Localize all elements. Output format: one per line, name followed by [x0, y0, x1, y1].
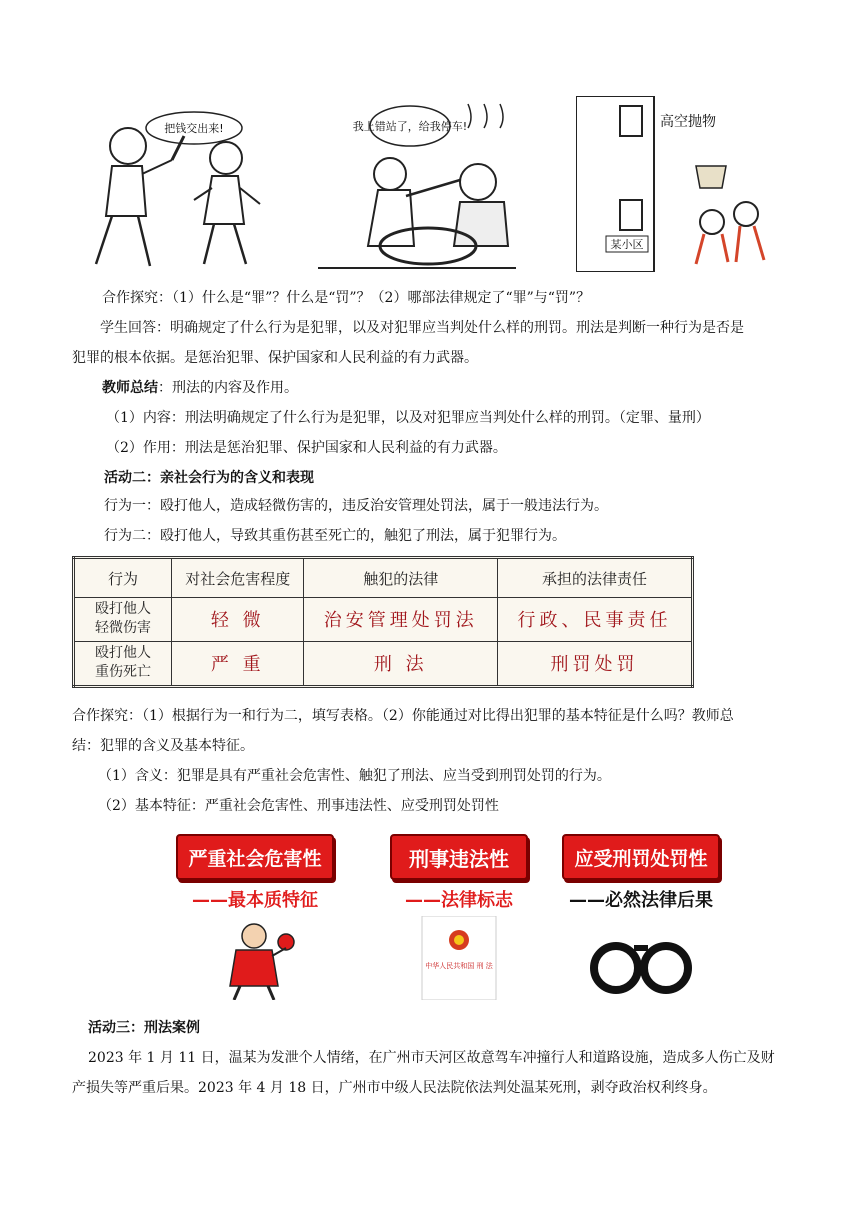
cartoon-robbery [76, 96, 262, 272]
law-book-icon [416, 916, 502, 1000]
cartoon-bus-driver [318, 96, 516, 272]
card-subtitle: ——最本质特征 [192, 890, 318, 911]
speech-text: 把钱交出来! [164, 122, 224, 135]
criminal-law-content: （1）内容：刑法明确规定了什么行为是犯罪，以及对犯罪应当判处什么样的刑罚。（定罪、量刑） [106, 410, 710, 426]
building-label: 某小区 [610, 238, 644, 251]
explore-question-1: 合作探究：（1）什么是“罪”？什么是“罚”？（2）哪部法律规定了“罪”与“罚”？ [102, 290, 591, 306]
activity-three-heading: 活动三：刑法案例 [88, 1020, 200, 1036]
table-row [74, 641, 693, 686]
activity-two-heading: 活动二：亲社会行为的含义和表现 [104, 470, 314, 486]
case-line1: 2023 年 1 月 11 日，温某为发泄个人情绪，在广州市天河区故意驾车冲撞行人和道路设施，造成多人伤亡及财 [88, 1050, 775, 1066]
villain-figure-icon [200, 916, 310, 1000]
behavior-one: 行为一：殴打他人，造成轻微伤害的，违反治安管理处罚法，属于一般违法行为。 [104, 498, 608, 514]
student-answer-line2: 犯罪的根本依据。是惩治犯罪、保护国家和人民利益的有力武器。 [72, 350, 478, 366]
card-tag: 应受刑罚处罚性 [562, 834, 720, 880]
row-degree: 严 重 [172, 641, 304, 686]
row-behavior [74, 598, 172, 642]
cartoon-falling-object [576, 96, 768, 272]
card-tag: 严重社会危害性 [176, 834, 334, 880]
explore-question-2-line2: 结：犯罪的含义及基本特征。 [72, 738, 254, 754]
crime-meaning: （1）含义：犯罪是具有严重社会危害性、触犯了刑法、应当受到刑罚处罚的行为。 [98, 768, 611, 784]
row-behavior-line2: 重伤死亡 [95, 664, 151, 681]
teacher-summary-text: ：刑法的内容及作用。 [158, 380, 298, 396]
row-behavior-line1: 殴打他人 [95, 645, 151, 662]
behavior-two: 行为二：殴打他人，导致其重伤甚至死亡的，触犯了刑法，属于犯罪行为。 [104, 528, 566, 544]
case-line2: 产损失等严重后果。2023 年 4 月 18 日，广州市中级人民法院依法判处温某死刑，剥夺政治权利终身。 [72, 1080, 717, 1096]
feature-card-punishment [556, 830, 726, 1000]
table-header: 触犯的法律 [304, 558, 498, 598]
teacher-summary-label: 教师总结 [102, 380, 158, 396]
table-row [74, 598, 693, 642]
handcuffs-icon [586, 916, 696, 1000]
student-answer-line1: 学生回答：明确规定了什么行为是犯罪，以及对犯罪应当判处什么样的刑罚。刑法是判断一种行为是否是 [100, 320, 744, 336]
crime-features: （2）基本特征：严重社会危害性、刑事违法性、应受刑罚处罚性 [98, 798, 499, 814]
speech-text: 我上错站了，给我停车! [352, 120, 468, 133]
card-subtitle: ——法律标志 [405, 890, 513, 911]
row-liability: 刑罚处罚 [498, 641, 693, 686]
row-liability: 行政、民事责任 [498, 598, 693, 642]
row-degree: 轻 微 [172, 598, 304, 642]
book-title: 中华人民共和国 刑 法 [425, 962, 493, 970]
card-tag: 刑事违法性 [390, 834, 528, 880]
card-subtitle: ——必然法律后果 [569, 890, 713, 911]
row-behavior [74, 641, 172, 686]
table-header: 行为 [74, 558, 172, 598]
criminal-law-effect: （2）作用：刑法是惩治犯罪、保护国家和人民利益的有力武器。 [106, 440, 507, 456]
falling-sign: 高空抛物 [660, 114, 716, 130]
crime-comparison-table [72, 556, 694, 688]
feature-card-harm [170, 830, 340, 1000]
feature-card-illegal [384, 830, 534, 1000]
table-header: 对社会危害程度 [172, 558, 304, 598]
explore-question-2-line1: 合作探究：（1）根据行为一和行为二，填写表格。（2）你能通过对比得出犯罪的基本特征是什么吗？教师总 [72, 708, 734, 724]
row-behavior-line2: 轻微伤害 [95, 620, 151, 637]
row-law: 刑 法 [304, 641, 498, 686]
table-header-row [74, 558, 693, 598]
row-law: 治安管理处罚法 [304, 598, 498, 642]
row-behavior-line1: 殴打他人 [95, 601, 151, 618]
teacher-summary [102, 378, 298, 398]
table-header: 承担的法律责任 [498, 558, 693, 598]
